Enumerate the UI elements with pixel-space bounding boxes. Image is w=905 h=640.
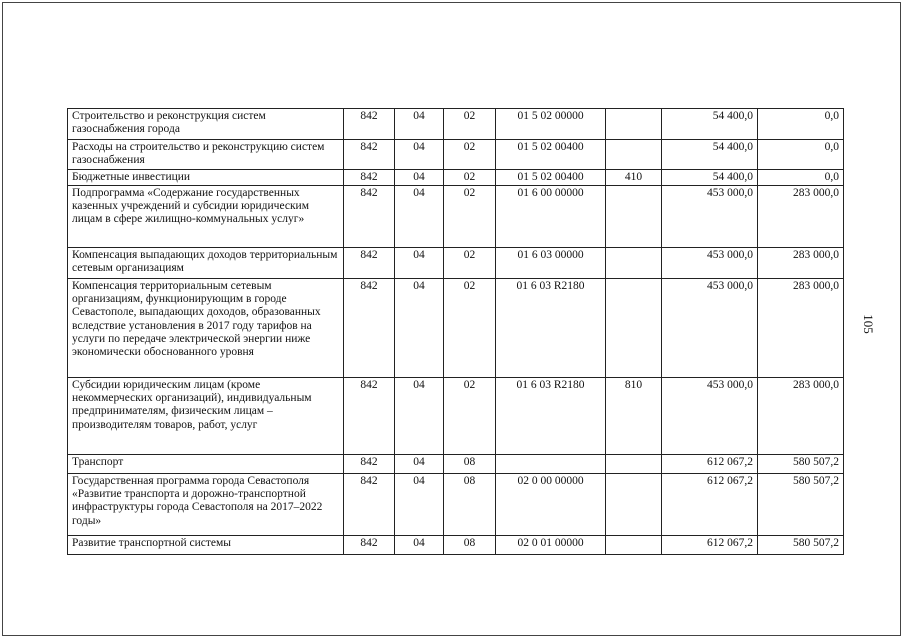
cell-sum-2: 283 000,0 (758, 377, 844, 454)
cell-code: 842 (344, 473, 395, 535)
table-row (68, 454, 844, 473)
cell-sum-1: 612 067,2 (662, 473, 758, 535)
cell-type (606, 185, 662, 247)
cell-sum-1: 453 000,0 (662, 278, 758, 377)
cell-code: 842 (344, 109, 395, 140)
cell-type: 410 (606, 169, 662, 185)
cell-section: 04 (395, 140, 444, 170)
cell-type (606, 109, 662, 140)
cell-name: Транспорт (68, 454, 344, 473)
cell-section: 04 (395, 247, 444, 278)
cell-sum-1: 612 067,2 (662, 454, 758, 473)
cell-code: 842 (344, 278, 395, 377)
table-row (68, 109, 844, 140)
budget-table (67, 108, 844, 555)
cell-subsection: 08 (444, 454, 496, 473)
cell-type (606, 535, 662, 554)
cell-code: 842 (344, 535, 395, 554)
cell-name: Развитие транспортной системы (68, 535, 344, 554)
cell-target: 01 6 03 00000 (496, 247, 606, 278)
cell-target: 01 5 02 00400 (496, 140, 606, 170)
cell-section: 04 (395, 377, 444, 454)
cell-code: 842 (344, 247, 395, 278)
table-row (68, 278, 844, 377)
cell-section: 04 (395, 169, 444, 185)
cell-section: 04 (395, 454, 444, 473)
cell-target (496, 454, 606, 473)
cell-type (606, 278, 662, 377)
cell-sum-1: 453 000,0 (662, 377, 758, 454)
cell-name: Компенсация территориальным сетевым организациям, функционирующим в городе Севастополе, выпадающих доходов, образованных вследствие установления в 2017 году тарифов на услуги по передаче электрической энергии ниже экономически обоснованного уровня (68, 278, 344, 377)
cell-code: 842 (344, 377, 395, 454)
cell-type (606, 140, 662, 170)
cell-code: 842 (344, 140, 395, 170)
cell-name: Подпрограмма «Содержание государственных казенных учреждений и субсидии юридическим лицам в сфере жилищно-коммунальных услуг» (68, 185, 344, 247)
cell-sum-2: 0,0 (758, 169, 844, 185)
cell-target: 01 6 00 00000 (496, 185, 606, 247)
cell-code: 842 (344, 185, 395, 247)
cell-sum-2: 0,0 (758, 109, 844, 140)
cell-sum-1: 453 000,0 (662, 185, 758, 247)
cell-subsection: 08 (444, 535, 496, 554)
cell-subsection: 02 (444, 169, 496, 185)
table-row (68, 473, 844, 535)
cell-name: Компенсация выпадающих доходов территориальным сетевым организациям (68, 247, 344, 278)
cell-sum-1: 54 400,0 (662, 169, 758, 185)
cell-subsection: 02 (444, 185, 496, 247)
cell-subsection: 02 (444, 109, 496, 140)
cell-code: 842 (344, 169, 395, 185)
cell-type (606, 454, 662, 473)
cell-sum-2: 283 000,0 (758, 247, 844, 278)
page-number: 105 (861, 314, 876, 334)
cell-sum-2: 283 000,0 (758, 185, 844, 247)
cell-target: 02 0 01 00000 (496, 535, 606, 554)
cell-sum-1: 54 400,0 (662, 140, 758, 170)
cell-name: Строительство и реконструкция систем газоснабжения города (68, 109, 344, 140)
cell-name: Бюджетные инвестиции (68, 169, 344, 185)
cell-subsection: 08 (444, 473, 496, 535)
cell-sum-2: 580 507,2 (758, 535, 844, 554)
cell-type (606, 247, 662, 278)
table-row (68, 140, 844, 170)
cell-sum-2: 283 000,0 (758, 278, 844, 377)
table-row (68, 247, 844, 278)
cell-section: 04 (395, 535, 444, 554)
cell-sum-1: 612 067,2 (662, 535, 758, 554)
cell-section: 04 (395, 185, 444, 247)
cell-sum-2: 580 507,2 (758, 454, 844, 473)
cell-target: 01 6 03 R2180 (496, 377, 606, 454)
cell-target: 02 0 00 00000 (496, 473, 606, 535)
cell-type: 810 (606, 377, 662, 454)
cell-subsection: 02 (444, 140, 496, 170)
cell-target: 01 5 02 00000 (496, 109, 606, 140)
table-row (68, 377, 844, 454)
cell-name: Государственная программа города Севастополя «Развитие транспорта и дорожно-транспортной инфраструктуры города Севастополя на 2017–2022 годы» (68, 473, 344, 535)
cell-section: 04 (395, 278, 444, 377)
table-row (68, 535, 844, 554)
cell-sum-1: 54 400,0 (662, 109, 758, 140)
cell-subsection: 02 (444, 278, 496, 377)
table-row (68, 185, 844, 247)
cell-section: 04 (395, 109, 444, 140)
cell-subsection: 02 (444, 247, 496, 278)
cell-name: Расходы на строительство и реконструкцию систем газоснабжения (68, 140, 344, 170)
cell-type (606, 473, 662, 535)
cell-target: 01 5 02 00400 (496, 169, 606, 185)
cell-section: 04 (395, 473, 444, 535)
cell-sum-1: 453 000,0 (662, 247, 758, 278)
table-row (68, 169, 844, 185)
cell-sum-2: 580 507,2 (758, 473, 844, 535)
cell-subsection: 02 (444, 377, 496, 454)
cell-code: 842 (344, 454, 395, 473)
cell-name: Субсидии юридическим лицам (кроме некоммерческих организаций), индивидуальным предпринимателям, физическим лицам – производителям товаров, работ, услуг (68, 377, 344, 454)
cell-target: 01 6 03 R2180 (496, 278, 606, 377)
cell-sum-2: 0,0 (758, 140, 844, 170)
